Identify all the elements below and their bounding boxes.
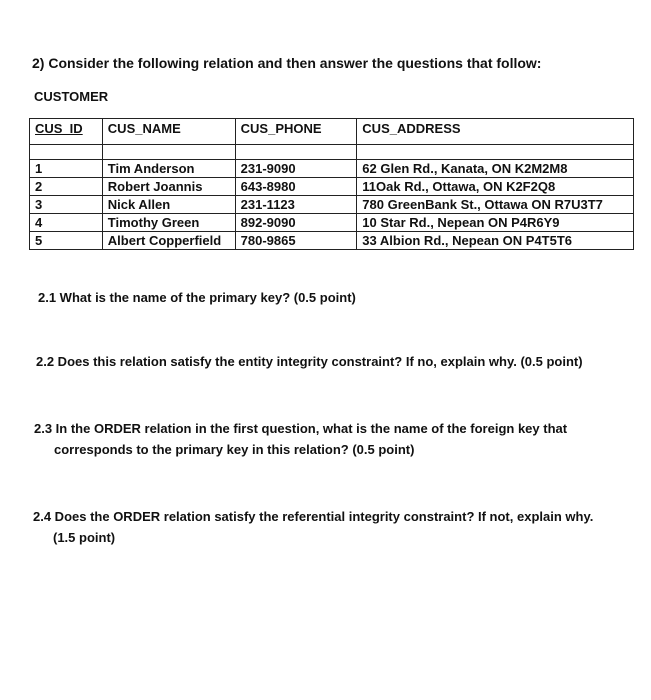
table-row	[30, 178, 634, 196]
table-row	[30, 232, 634, 250]
question-2-4-line-2: (1.5 point)	[53, 530, 116, 545]
cell-cus-phone: 231-9090	[235, 160, 357, 178]
table-row	[30, 214, 634, 232]
cell-cus-name: Tim Anderson	[102, 160, 235, 178]
cell-cus-id: 3	[30, 196, 103, 214]
cell-cus-phone: 643-8980	[235, 178, 357, 196]
question-2-4-line-1: 2.4 Does the ORDER relation satisfy the referential integrity constraint? If not, explain why.	[33, 509, 594, 524]
cell-cus-name: Albert Copperfield	[102, 232, 235, 250]
customer-table	[29, 118, 634, 250]
table-row	[30, 196, 634, 214]
cell-cus-phone: 780-9865	[235, 232, 357, 250]
cell-cus-name: Timothy Green	[102, 214, 235, 232]
cell-cus-phone: 892-9090	[235, 214, 357, 232]
cell-cus-id: 1	[30, 160, 103, 178]
question-2-3-line-2: corresponds to the primary key in this relation? (0.5 point)	[54, 442, 415, 457]
header-cus-address: CUS_ADDRESS	[357, 119, 634, 145]
cell-cus-address: 10 Star Rd., Nepean ON P4R6Y9	[357, 214, 634, 232]
cell-cus-id: 4	[30, 214, 103, 232]
question-2-3	[34, 418, 614, 460]
cell-cus-address: 33 Albion Rd., Nepean ON P4T5T6	[357, 232, 634, 250]
header-cus-id: CUS_ID	[30, 119, 103, 145]
cell-cus-phone: 231-1123	[235, 196, 357, 214]
cell-cus-id: 2	[30, 178, 103, 196]
question-2-2: 2.2 Does this relation satisfy the entity integrity constraint? If no, explain why. (0.5 point)	[36, 354, 583, 369]
table-row	[30, 160, 634, 178]
cell-cus-name: Robert Joannis	[102, 178, 235, 196]
question-heading: 2) Consider the following relation and then answer the questions that follow:	[32, 55, 542, 71]
question-2-1: 2.1 What is the name of the primary key? (0.5 point)	[38, 290, 356, 305]
cell-cus-id: 5	[30, 232, 103, 250]
table-header-row	[30, 119, 634, 145]
question-2-3-line-1: 2.3 In the ORDER relation in the first question, what is the name of the foreign key that	[34, 421, 568, 436]
cell-cus-address: 780 GreenBank St., Ottawa ON R7U3T7	[357, 196, 634, 214]
header-cus-name: CUS_NAME	[102, 119, 235, 145]
cell-cus-address: 62 Glen Rd., Kanata, ON K2M2M8	[357, 160, 634, 178]
question-2-4	[33, 506, 633, 548]
relation-name: CUSTOMER	[34, 89, 109, 104]
table-spacer-row	[30, 145, 634, 160]
header-cus-phone: CUS_PHONE	[235, 119, 357, 145]
cell-cus-name: Nick Allen	[102, 196, 235, 214]
cell-cus-address: 11Oak Rd., Ottawa, ON K2F2Q8	[357, 178, 634, 196]
